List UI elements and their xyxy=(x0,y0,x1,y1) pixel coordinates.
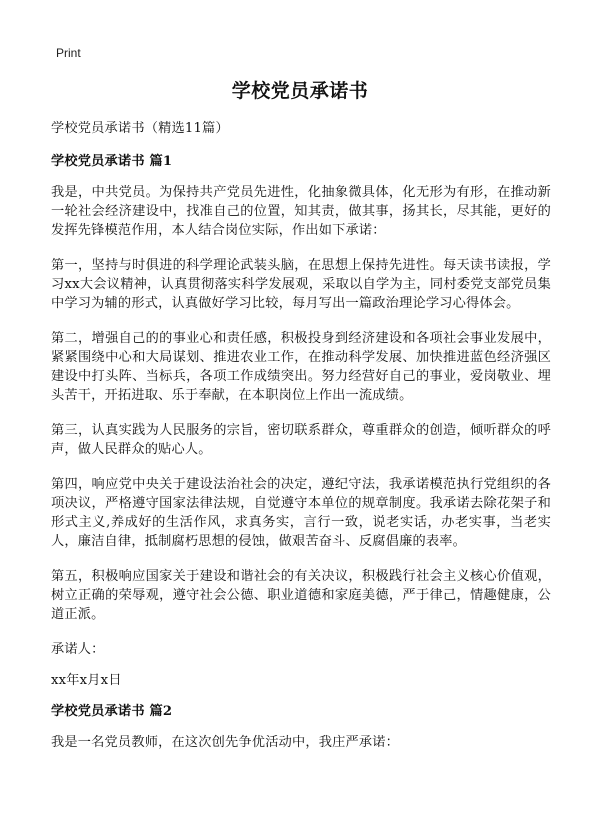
print-link[interactable]: Print xyxy=(56,46,81,60)
paragraph: 第二，增强自己的的事业心和责任感，积极投身到经济建设和各项社会事业发展中，紧紧围绕中心和大局谋划、推进农业工作，在推动科学发展、加快推进蓝色经济强区建设中打头阵、当标兵，各项工作成绩突出。努力经营好自己的事业，爱岗敬业、埋头苦干，开拓进取、乐于奉献，在本职岗位上作出一流成绩。 xyxy=(51,331,551,403)
section-heading-2: 学校党员承诺书 篇2 xyxy=(51,704,173,719)
paragraph: 第三，认真实践为人民服务的宗旨，密切联系群众，尊重群众的创造，倾听群众的呼声，做人民群众的贴心人。 xyxy=(51,423,551,457)
section-heading-1: 学校党员承诺书 篇1 xyxy=(51,154,173,169)
paragraph: 第四，响应党中央关于建设法治社会的决定，遵纪守法，我承诺模范执行党组织的各项决议，严格遵守国家法律法规，自觉遵守本单位的规章制度。我承诺去除花架子和形式主义,养成好的生活作风，求真务实，言行一致，说老实话，办老实事，当老实人，廉洁自律，抵制腐朽思想的侵蚀，做艰苦奋斗、反腐倡廉的表率。 xyxy=(51,477,551,549)
paragraph: 第一，坚持与时俱进的科学理论武装头脑，在思想上保持先进性。每天读书读报，学习xx大会议精神，认真贯彻落实科学发展观，采取以自学为主，同村委党支部党员集中学习为辅的形式，认真做好学习比较，每月写出一篇政治理论学习心得体会。 xyxy=(51,258,551,311)
signatory-label: 承诺人： xyxy=(51,642,105,657)
paragraph: 第五，积极响应国家关于建设和谐社会的有关决议，积极践行社会主义核心价值观，树立正确的荣辱观，遵守社会公德、职业道德和家庭美德，严于律己，情趣健康，公道正派。 xyxy=(51,569,551,622)
document-body xyxy=(51,119,551,768)
paragraph: 我是，中共党员。为保持共产党员先进性，化抽象微具体，化无形为有形，在推动新一轮社会经济建设中，找准自己的位置，知其责，做其事，扬其长，尽其能，更好的发挥先锋模范作用，本人结合岗位实际，作出如下承诺： xyxy=(51,185,551,238)
date-line: xx年x月x日 xyxy=(51,673,122,688)
paragraph: 我是一名党员教师，在这次创先争优活动中，我庄严承诺： xyxy=(51,735,400,750)
document-title: 学校党员承诺书 xyxy=(231,80,369,102)
document-subtitle: 学校党员承诺书（精选11篇） xyxy=(51,121,229,136)
